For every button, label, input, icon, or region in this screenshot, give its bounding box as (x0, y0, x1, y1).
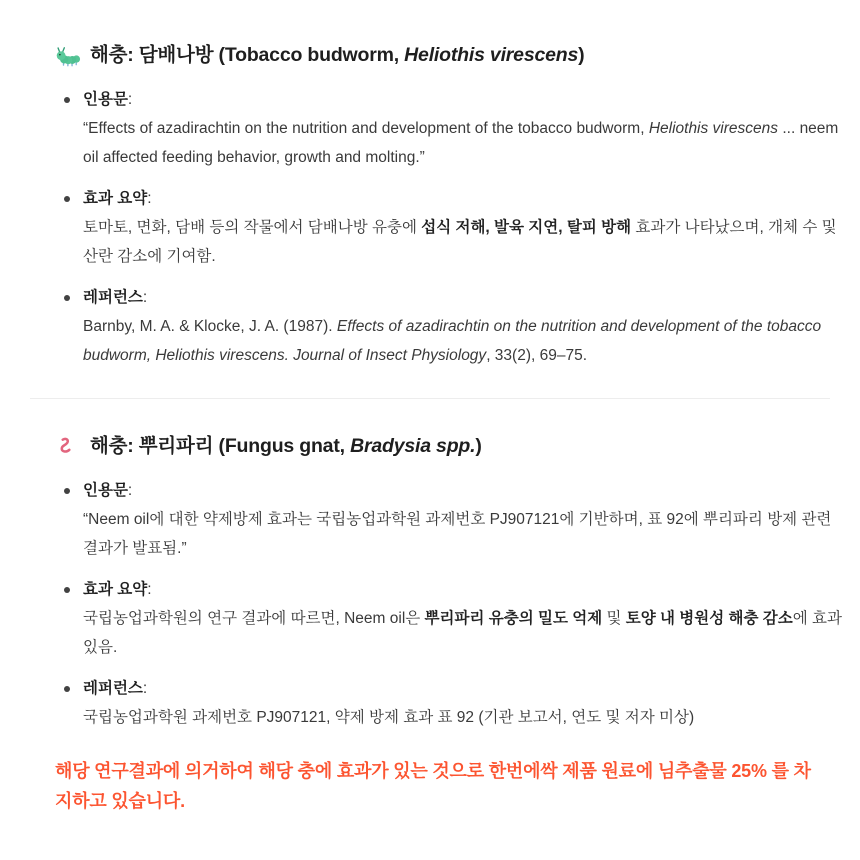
text-segment: 뿌리파리 유충의 밀도 억제 (424, 610, 603, 627)
bullet-content (83, 312, 846, 370)
section-title-fungus-gnat (55, 433, 846, 459)
text-segment: 레퍼런스 (83, 289, 143, 306)
text-segment: 해충: 담배나방 (Tobacco budworm, (90, 44, 405, 66)
text-segment: 토양 내 병원성 해충 감소 (625, 610, 793, 627)
text-segment: ... neem oil affected feeding behavior, growth and molting.” (83, 120, 839, 166)
text-segment: Barnby, M. A. & Klocke, J. A. (1987). (83, 318, 337, 335)
text-segment: ) (475, 435, 482, 457)
text-segment: Effects of azadirachtin on the nutrition and development of the tobacco budworm, Heliothis virescens. Journal of Insect Physiology (83, 318, 822, 364)
bullet-label (83, 185, 846, 213)
section-title-text (90, 42, 584, 68)
text-segment: 토마토, 면화, 담배 등의 작물에서 담배나방 유충에 (83, 219, 422, 236)
text-segment: “Effects of azadirachtin on the nutrition and development of the tobacco budworm, (83, 120, 649, 137)
text-segment: 및 (602, 610, 626, 627)
bullet-dot (64, 686, 70, 692)
section-title-text (90, 433, 482, 459)
bullet-dot (64, 97, 70, 103)
text-segment: 해충: 뿌리파리 (Fungus gnat, (90, 435, 351, 457)
bullet-dot (64, 196, 70, 202)
text-segment: ) (578, 44, 585, 66)
text-segment: Bradysia spp. (350, 435, 476, 457)
text-segment: 섭식 저해, 발육 지연, 탈피 방해 (421, 219, 632, 236)
text-segment: 레퍼런스 (83, 680, 143, 697)
text-segment: 인용문 (83, 482, 128, 499)
text-segment: 에 효과 있음. (83, 610, 842, 656)
text-segment: , 33(2), 69–75. (486, 347, 588, 364)
bullet-effect-summary (55, 185, 846, 271)
bullet-content (83, 505, 846, 563)
bullet-content (83, 213, 846, 271)
pest-section-fungus-gnat (55, 433, 846, 732)
text-segment: “Neem oil에 대한 약제방제 효과는 국립농업과학원 과제번호 PJ907121에 기반하며, 표 92에 뿌리파리 방제 관련 결과가 발표됨.” (83, 511, 832, 557)
text-segment: : (127, 91, 133, 108)
bullet-label (83, 576, 846, 604)
bullet-quote (55, 86, 846, 172)
bullet-effect-summary (55, 576, 846, 662)
bullet-content (83, 604, 846, 662)
bullet-dot (64, 587, 70, 593)
text-segment: 효과 요약 (83, 190, 148, 207)
bullet-label (83, 86, 846, 114)
bullet-list (55, 477, 846, 732)
text-segment: 국립농업과학원의 연구 결과에 따르면, Neem oil은 (83, 610, 425, 627)
text-segment: 효과 요약 (83, 581, 148, 598)
bullet-content (83, 114, 846, 172)
bullet-label (83, 284, 846, 312)
bullet-label (83, 675, 846, 703)
bullet-list (55, 86, 846, 370)
text-segment: 효과가 나타났으며, 개체 수 및 산란 감소에 기여함. (83, 219, 837, 265)
text-segment: : (147, 581, 152, 598)
bullet-dot (64, 488, 70, 494)
text-segment: : (142, 289, 148, 306)
bullet-reference (55, 675, 846, 732)
bullet-reference (55, 284, 846, 370)
bullet-label (83, 477, 846, 505)
section-title-tobacco-budworm (55, 42, 846, 68)
bullet-dot (64, 295, 70, 301)
text-segment: 국립농업과학원 과제번호 PJ907121, 약제 방제 효과 표 92 (기관 보고서, 연도 및 저자 미상) (83, 709, 695, 726)
text-segment: 인용문 (83, 91, 128, 108)
caterpillar-icon (55, 42, 81, 68)
section-divider (30, 398, 830, 399)
worm-icon (55, 433, 81, 459)
pest-section-tobacco-budworm (55, 42, 846, 370)
bullet-quote (55, 477, 846, 563)
product-ingredient-note: 해당 연구결과에 의거하여 해당 충에 효과가 있는 것으로 한번에싹 제품 원료에 님추출물 25% 를 차지하고 있습니다. (55, 761, 811, 811)
bullet-content (83, 703, 846, 732)
text-segment: : (147, 190, 152, 207)
text-segment: : (127, 482, 133, 499)
text-segment: : (142, 680, 148, 697)
text-segment: Heliothis virescens (648, 120, 779, 137)
text-segment: Heliothis virescens (404, 44, 579, 66)
